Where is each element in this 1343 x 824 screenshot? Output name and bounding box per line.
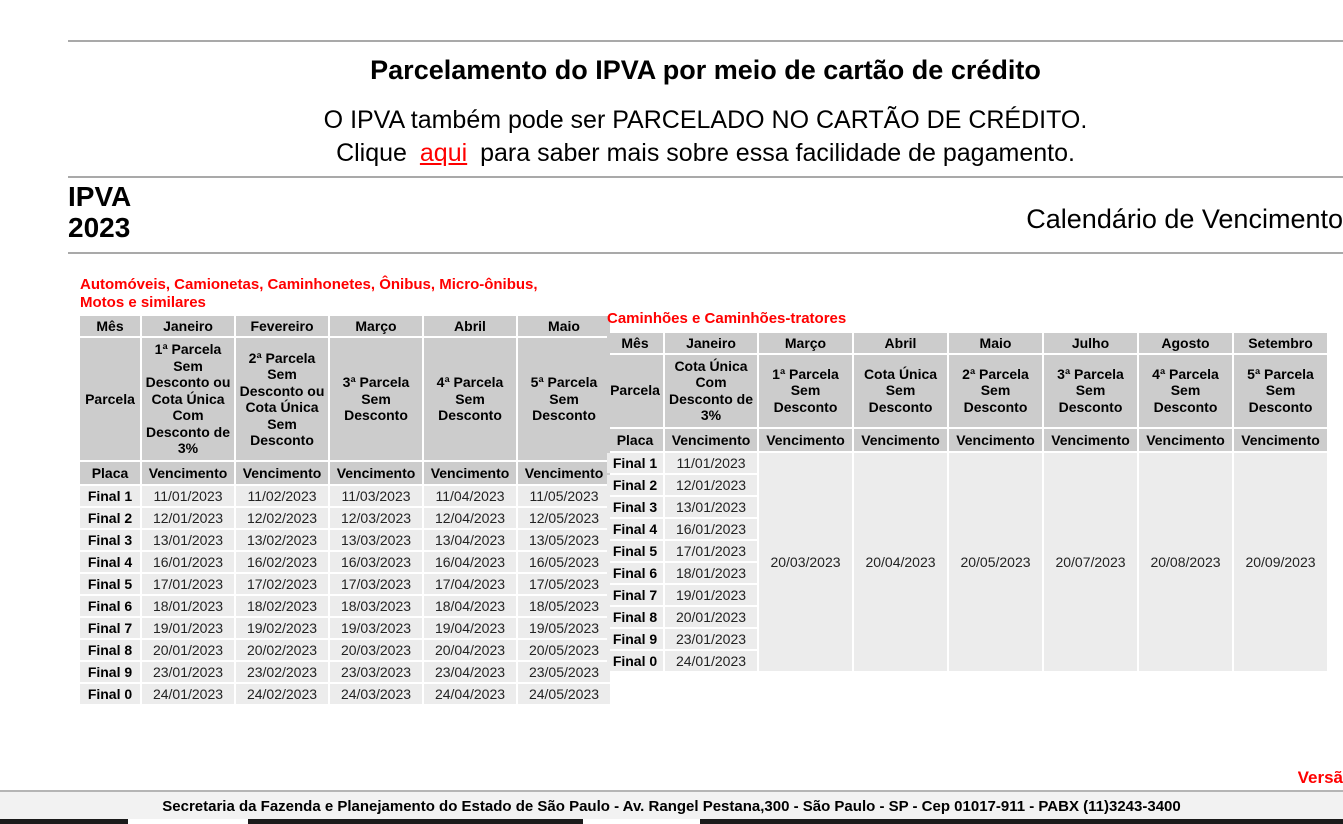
cell-vencimento-date: 11/02/2023: [236, 486, 328, 506]
cell-placa: Final 3: [607, 497, 663, 517]
cell-vencimento-date: 13/01/2023: [142, 530, 234, 550]
header-mes-label: Mês: [80, 316, 140, 336]
cell-vencimento-date-merged: 20/09/2023: [1234, 453, 1327, 671]
cell-vencimento-date: 18/01/2023: [665, 563, 757, 583]
cell-vencimento-date: 20/03/2023: [330, 640, 422, 660]
cell-placa: Final 0: [607, 651, 663, 671]
table-row: [80, 618, 610, 638]
cell-vencimento-date: 24/01/2023: [142, 684, 234, 704]
right-calendar-table: [605, 331, 1329, 673]
taskbar-strip: [0, 819, 1343, 824]
divider-middle: [68, 176, 1343, 178]
header-parcela-desc: 5ª Parcela Sem Desconto: [518, 338, 610, 460]
table-row: [80, 596, 610, 616]
left-calendar-table: [78, 314, 612, 706]
cell-placa: Final 3: [80, 530, 140, 550]
table-row: [80, 684, 610, 704]
cell-vencimento-date: 12/02/2023: [236, 508, 328, 528]
cell-vencimento-date: 19/03/2023: [330, 618, 422, 638]
header-vencimento: Vencimento: [424, 462, 516, 484]
cell-vencimento-date: 13/03/2023: [330, 530, 422, 550]
cell-placa: Final 0: [80, 684, 140, 704]
calendar-title: Calendário de Vencimento: [1026, 204, 1343, 234]
intro-line-2-after: para saber mais sobre essa facilidade de pagamento.: [473, 139, 1075, 168]
cell-vencimento-date: 20/04/2023: [424, 640, 516, 660]
header-vencimento: Vencimento: [759, 429, 852, 451]
cell-vencimento-date: 12/03/2023: [330, 508, 422, 528]
cell-placa: Final 4: [607, 519, 663, 539]
cell-vencimento-date-merged: 20/07/2023: [1044, 453, 1137, 671]
cell-vencimento-date: 13/01/2023: [665, 497, 757, 517]
cell-vencimento-date: 11/01/2023: [665, 453, 757, 473]
cell-vencimento-date: 16/02/2023: [236, 552, 328, 572]
cell-vencimento-date: 24/01/2023: [665, 651, 757, 671]
ipva-year: 2023: [68, 211, 131, 243]
header-parcela-desc: 5ª Parcela Sem Desconto: [1234, 355, 1327, 427]
header-placa-label: Placa: [80, 462, 140, 484]
cell-vencimento-date: 23/05/2023: [518, 662, 610, 682]
header-month: Abril: [854, 333, 947, 353]
header-month: Abril: [424, 316, 516, 336]
header-parcela-desc: 2ª Parcela Sem Desconto: [949, 355, 1042, 427]
header-month: Janeiro: [142, 316, 234, 336]
cell-vencimento-date: 18/04/2023: [424, 596, 516, 616]
table-row: [80, 530, 610, 550]
cell-vencimento-date: 16/05/2023: [518, 552, 610, 572]
cell-vencimento-date: 17/05/2023: [518, 574, 610, 594]
cell-vencimento-date: 19/02/2023: [236, 618, 328, 638]
table-row-mes: [607, 333, 1327, 353]
version-label: Versã: [1297, 768, 1343, 787]
ipva-word: IPVA: [68, 181, 132, 212]
header-vencimento: Vencimento: [518, 462, 610, 484]
page-title: Parcelamento do IPVA por meio de cartão de crédito: [370, 55, 1041, 85]
cell-vencimento-date: 23/04/2023: [424, 662, 516, 682]
cell-vencimento-date-merged: 20/03/2023: [759, 453, 852, 671]
header-placa-label: Placa: [607, 429, 663, 451]
cell-vencimento-date: 11/01/2023: [142, 486, 234, 506]
cell-placa: Final 8: [607, 607, 663, 627]
cell-vencimento-date: 11/04/2023: [424, 486, 516, 506]
cell-vencimento-date: 20/01/2023: [665, 607, 757, 627]
cell-vencimento-date: 16/01/2023: [142, 552, 234, 572]
header-parcela-desc: 4ª Parcela Sem Desconto: [1139, 355, 1232, 427]
header-month: Julho: [1044, 333, 1137, 353]
cell-placa: Final 2: [607, 475, 663, 495]
table-row: [80, 486, 610, 506]
left-table-block: [78, 276, 612, 706]
cell-vencimento-date: 20/05/2023: [518, 640, 610, 660]
table-row-placa-header: [80, 462, 610, 484]
header-vencimento: Vencimento: [1139, 429, 1232, 451]
cell-vencimento-date: 13/02/2023: [236, 530, 328, 550]
header-parcela-desc: 4ª Parcela Sem Desconto: [424, 338, 516, 460]
header-vencimento: Vencimento: [1044, 429, 1137, 451]
divider-top: [68, 40, 1343, 42]
table-row: [80, 552, 610, 572]
cell-placa: Final 4: [80, 552, 140, 572]
cell-vencimento-date: 19/01/2023: [142, 618, 234, 638]
cell-placa: Final 6: [80, 596, 140, 616]
cell-vencimento-date: 24/04/2023: [424, 684, 516, 704]
cell-vencimento-date: 17/04/2023: [424, 574, 516, 594]
cell-vencimento-date: 18/03/2023: [330, 596, 422, 616]
header-vencimento: Vencimento: [142, 462, 234, 484]
header-mes-label: Mês: [607, 333, 663, 353]
cell-vencimento-date: 18/02/2023: [236, 596, 328, 616]
left-table-caption: Automóveis, Camionetas, Caminhonetes, Ônibus, Micro-ônibus, Motos e similares: [80, 276, 538, 311]
header-month: Maio: [518, 316, 610, 336]
header-vencimento: Vencimento: [1234, 429, 1327, 451]
intro-line-1: O IPVA também pode ser PARCELADO NO CARTÃO DE CRÉDITO.: [323, 106, 1088, 135]
footer-text: Secretaria da Fazenda e Planejamento do Estado de São Paulo - Av. Rangel Pestana,300 - São Paulo - SP - Cep 01017-911 - PABX (11)3243-3400: [162, 798, 1181, 815]
cell-vencimento-date: 19/01/2023: [665, 585, 757, 605]
intro-line-2: [68, 135, 1343, 168]
cell-vencimento-date: 17/01/2023: [142, 574, 234, 594]
cell-vencimento-date: 20/01/2023: [142, 640, 234, 660]
cell-vencimento-date: 13/05/2023: [518, 530, 610, 550]
cell-vencimento-date: 13/04/2023: [424, 530, 516, 550]
intro-line-2-before: Clique: [336, 139, 414, 168]
ipva-year-label: [68, 182, 131, 244]
cell-vencimento-date: 19/05/2023: [518, 618, 610, 638]
header-month: Janeiro: [665, 333, 757, 353]
cell-vencimento-date: 12/01/2023: [665, 475, 757, 495]
right-table-block: [605, 310, 1329, 673]
table-row-parcela: [80, 338, 610, 460]
header-parcela-desc: Cota Única Sem Desconto: [854, 355, 947, 427]
cell-vencimento-date: 11/03/2023: [330, 486, 422, 506]
header-vencimento: Vencimento: [949, 429, 1042, 451]
header-parcela-desc: Cota Única Com Desconto de 3%: [665, 355, 757, 427]
table-row-mes: [80, 316, 610, 336]
cell-vencimento-date: 23/01/2023: [142, 662, 234, 682]
header-parcela-desc: 1ª Parcela Sem Desconto: [759, 355, 852, 427]
cell-vencimento-date: 11/05/2023: [518, 486, 610, 506]
cell-vencimento-date: 24/02/2023: [236, 684, 328, 704]
table-row: [80, 662, 610, 682]
cell-placa: Final 9: [80, 662, 140, 682]
header-month: Agosto: [1139, 333, 1232, 353]
header-parcela-desc: 2ª Parcela Sem Desconto ou Cota Única Sem Desconto: [236, 338, 328, 460]
cell-placa: Final 9: [607, 629, 663, 649]
cell-placa: Final 6: [607, 563, 663, 583]
cell-vencimento-date: 16/04/2023: [424, 552, 516, 572]
cell-vencimento-date: 18/01/2023: [142, 596, 234, 616]
cell-vencimento-date: 23/03/2023: [330, 662, 422, 682]
header-parcela-desc: 3ª Parcela Sem Desconto: [1044, 355, 1137, 427]
cell-vencimento-date: 16/01/2023: [665, 519, 757, 539]
cell-placa: Final 7: [80, 618, 140, 638]
table-row: [80, 640, 610, 660]
table-row: [80, 508, 610, 528]
divider-bottom: [68, 252, 1343, 254]
header-parcela-desc: 1ª Parcela Sem Desconto ou Cota Única Com Desconto de 3%: [142, 338, 234, 460]
header-month: Setembro: [1234, 333, 1327, 353]
cell-placa: Final 8: [80, 640, 140, 660]
cell-vencimento-date-merged: 20/05/2023: [949, 453, 1042, 671]
header-vencimento: Vencimento: [236, 462, 328, 484]
intro-block: [68, 46, 1343, 168]
cell-placa: Final 5: [80, 574, 140, 594]
header-month: Maio: [949, 333, 1042, 353]
header-month: Março: [759, 333, 852, 353]
cell-vencimento-date: 17/02/2023: [236, 574, 328, 594]
cell-vencimento-date: 17/01/2023: [665, 541, 757, 561]
header-vencimento: Vencimento: [665, 429, 757, 451]
cell-vencimento-date: 24/03/2023: [330, 684, 422, 704]
cell-placa: Final 1: [607, 453, 663, 473]
cell-vencimento-date: 18/05/2023: [518, 596, 610, 616]
header-parcela-desc: 3ª Parcela Sem Desconto: [330, 338, 422, 460]
cell-vencimento-date: 12/04/2023: [424, 508, 516, 528]
cell-vencimento-date: 12/01/2023: [142, 508, 234, 528]
header-vencimento: Vencimento: [330, 462, 422, 484]
cell-vencimento-date-merged: 20/08/2023: [1139, 453, 1232, 671]
cell-vencimento-date: 12/05/2023: [518, 508, 610, 528]
header-vencimento: Vencimento: [854, 429, 947, 451]
header-month: Março: [330, 316, 422, 336]
cell-vencimento-date: 20/02/2023: [236, 640, 328, 660]
header-parcela-label: Parcela: [80, 338, 140, 460]
cell-vencimento-date: 24/05/2023: [518, 684, 610, 704]
cell-vencimento-date: 17/03/2023: [330, 574, 422, 594]
table-row: [80, 574, 610, 594]
header-month: Fevereiro: [236, 316, 328, 336]
right-table-caption: Caminhões e Caminhões-tratores: [607, 310, 847, 327]
calendar-header-row: [68, 182, 1343, 250]
cell-vencimento-date-merged: 20/04/2023: [854, 453, 947, 671]
cell-placa: Final 5: [607, 541, 663, 561]
table-row: [607, 453, 1327, 473]
table-row-placa-header: [607, 429, 1327, 451]
table-row-parcela: [607, 355, 1327, 427]
cell-vencimento-date: 16/03/2023: [330, 552, 422, 572]
cell-placa: Final 7: [607, 585, 663, 605]
cell-vencimento-date: 23/01/2023: [665, 629, 757, 649]
cell-vencimento-date: 23/02/2023: [236, 662, 328, 682]
aqui-link[interactable]: aqui: [419, 139, 468, 168]
header-parcela-label: Parcela: [607, 355, 663, 427]
cell-placa: Final 2: [80, 508, 140, 528]
cell-placa: Final 1: [80, 486, 140, 506]
cell-vencimento-date: 19/04/2023: [424, 618, 516, 638]
